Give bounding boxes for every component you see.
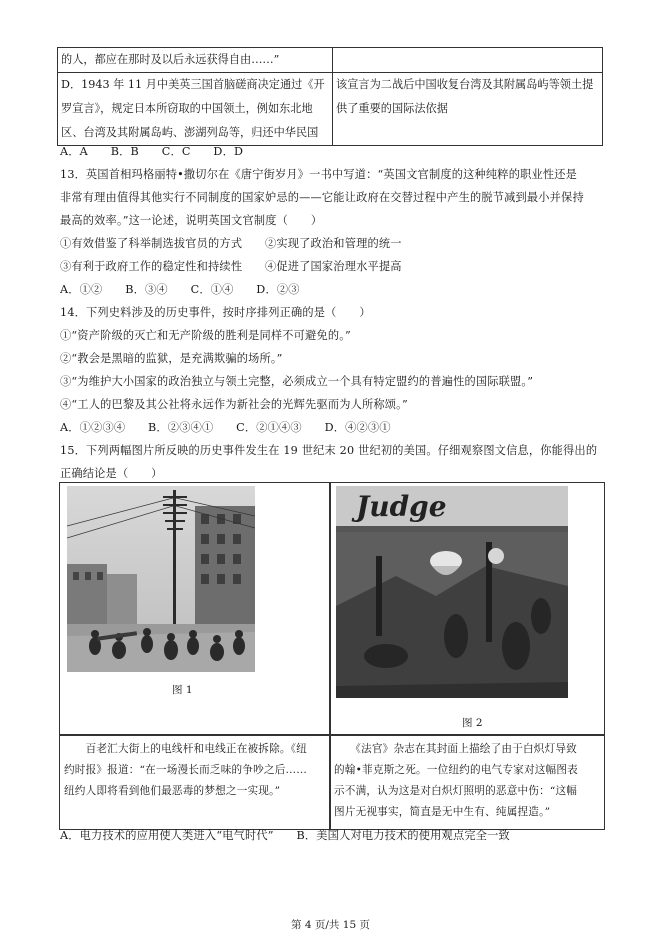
cell-line: D．1943 年 11 月中美英三国首脑磋商决定通过《开 (61, 78, 325, 91)
q14-item: ④“工人的巴黎及其公社将永远作为新社会的光辉先驱而为人所称颂。” (60, 398, 408, 411)
table-cell (333, 73, 603, 146)
figure-2-caption: 图 2 (462, 717, 483, 729)
q13-item: ①有效借鉴了科举制选拔官员的方式 ②实现了政治和管理的统一 (60, 237, 402, 250)
description-line: 纽约人即将看到他们最恶毒的梦想之一实现。” (64, 785, 281, 797)
table-cell (333, 48, 603, 73)
q13-item: ③有利于政府工作的稳定性和持续性 ④促进了国家治理水平提高 (60, 260, 402, 273)
cell-line: 罗宣言》，规定日本所窃取的中国领土，例如东北地 (61, 102, 313, 115)
q14-stem: 14．下列史料涉及的历史事件，按时序排列正确的是（ ） (60, 306, 371, 319)
q14-options: A．①②③④ B．②③④① C．②①④③ D．④②③① (60, 421, 391, 434)
q14-item: ③“为维护大小国家的政治独立与领土完整，必须成立一个具有特定盟约的普遍性的国际联盟。” (60, 375, 534, 388)
page-footer: 第 4 页/共 15 页 (291, 919, 370, 931)
description-line: 百老汇大街上的电线杆和电线正在被拆除。《纽 (64, 743, 307, 755)
description-line: 的翰•菲克斯之死。一位纽约的电气专家对这幅图表 (334, 764, 578, 776)
cell-line: 该宣言为二战后中国收复台湾及其附属岛屿等领土提 (336, 78, 594, 91)
table-cell (58, 73, 333, 146)
q15-stem-line: 15．下列两幅图片所反映的历史事件发生在 19 世纪末 20 世纪初的美国。仔细观察图文信息，你能得出的 (60, 444, 598, 457)
figure-1-image (67, 486, 255, 672)
q14-item: ①“资产阶级的灭亡和无产阶级的胜利是同样不可避免的。” (60, 329, 351, 342)
q15-options: A．电力技术的应用使人类进入“电气时代” B．美国人对电力技术的使用观点完全一致 (60, 829, 510, 842)
q14-item: ②“教会是黑暗的监狱，是充满欺骗的场所。” (60, 352, 283, 365)
q13-options: A．①② B．③④ C．①④ D．②③ (60, 283, 300, 296)
question-12-table (57, 47, 603, 146)
q13-stem-line: 13．英国首相玛格丽特•撒切尔在《唐宁街岁月》一书中写道：“英国文官制度的这种纯粹的职业性还是 (60, 168, 578, 181)
description-line: 约时报》报道：“在一场漫长而乏味的争吵之后…… (64, 764, 308, 776)
figure-2-image (336, 486, 568, 698)
q13-stem-line: 非常有理由值得其他实行不同制度的国家妒忌的——它能让政府在交替过程中产生的脱节减到最小并保持 (60, 191, 584, 204)
q13-stem-line: 最高的效率。”这一论述，说明英国文官制度（ ） (60, 214, 323, 227)
figure-1-caption: 图 1 (172, 684, 193, 696)
table-cell: 的人，都应在那时及以后永远获得自由……” (58, 48, 333, 73)
cell-line: 区、台湾及其附属岛屿、澎湖列岛等，归还中华民国 (61, 126, 319, 139)
q15-stem-line: 正确结论是（ ） (60, 467, 163, 480)
cell-line: 供了重要的国际法依据 (336, 102, 448, 115)
table-row (58, 73, 603, 146)
description-line: 图片无视事实，简直是无中生有、纯属捏造。” (334, 806, 551, 818)
table-row (58, 48, 603, 73)
description-line: 示不满，认为这是对白炽灯照明的恶意中伤：“这幅 (334, 785, 578, 797)
q12-options: A．A B．B C．C D．D (60, 145, 244, 158)
description-line: 《法官》杂志在其封面上描绘了由于白炽灯导致 (334, 743, 577, 755)
figure-1-description (64, 739, 307, 802)
figure-2-masthead: Judge (356, 490, 447, 523)
figure-2-description (334, 739, 578, 823)
